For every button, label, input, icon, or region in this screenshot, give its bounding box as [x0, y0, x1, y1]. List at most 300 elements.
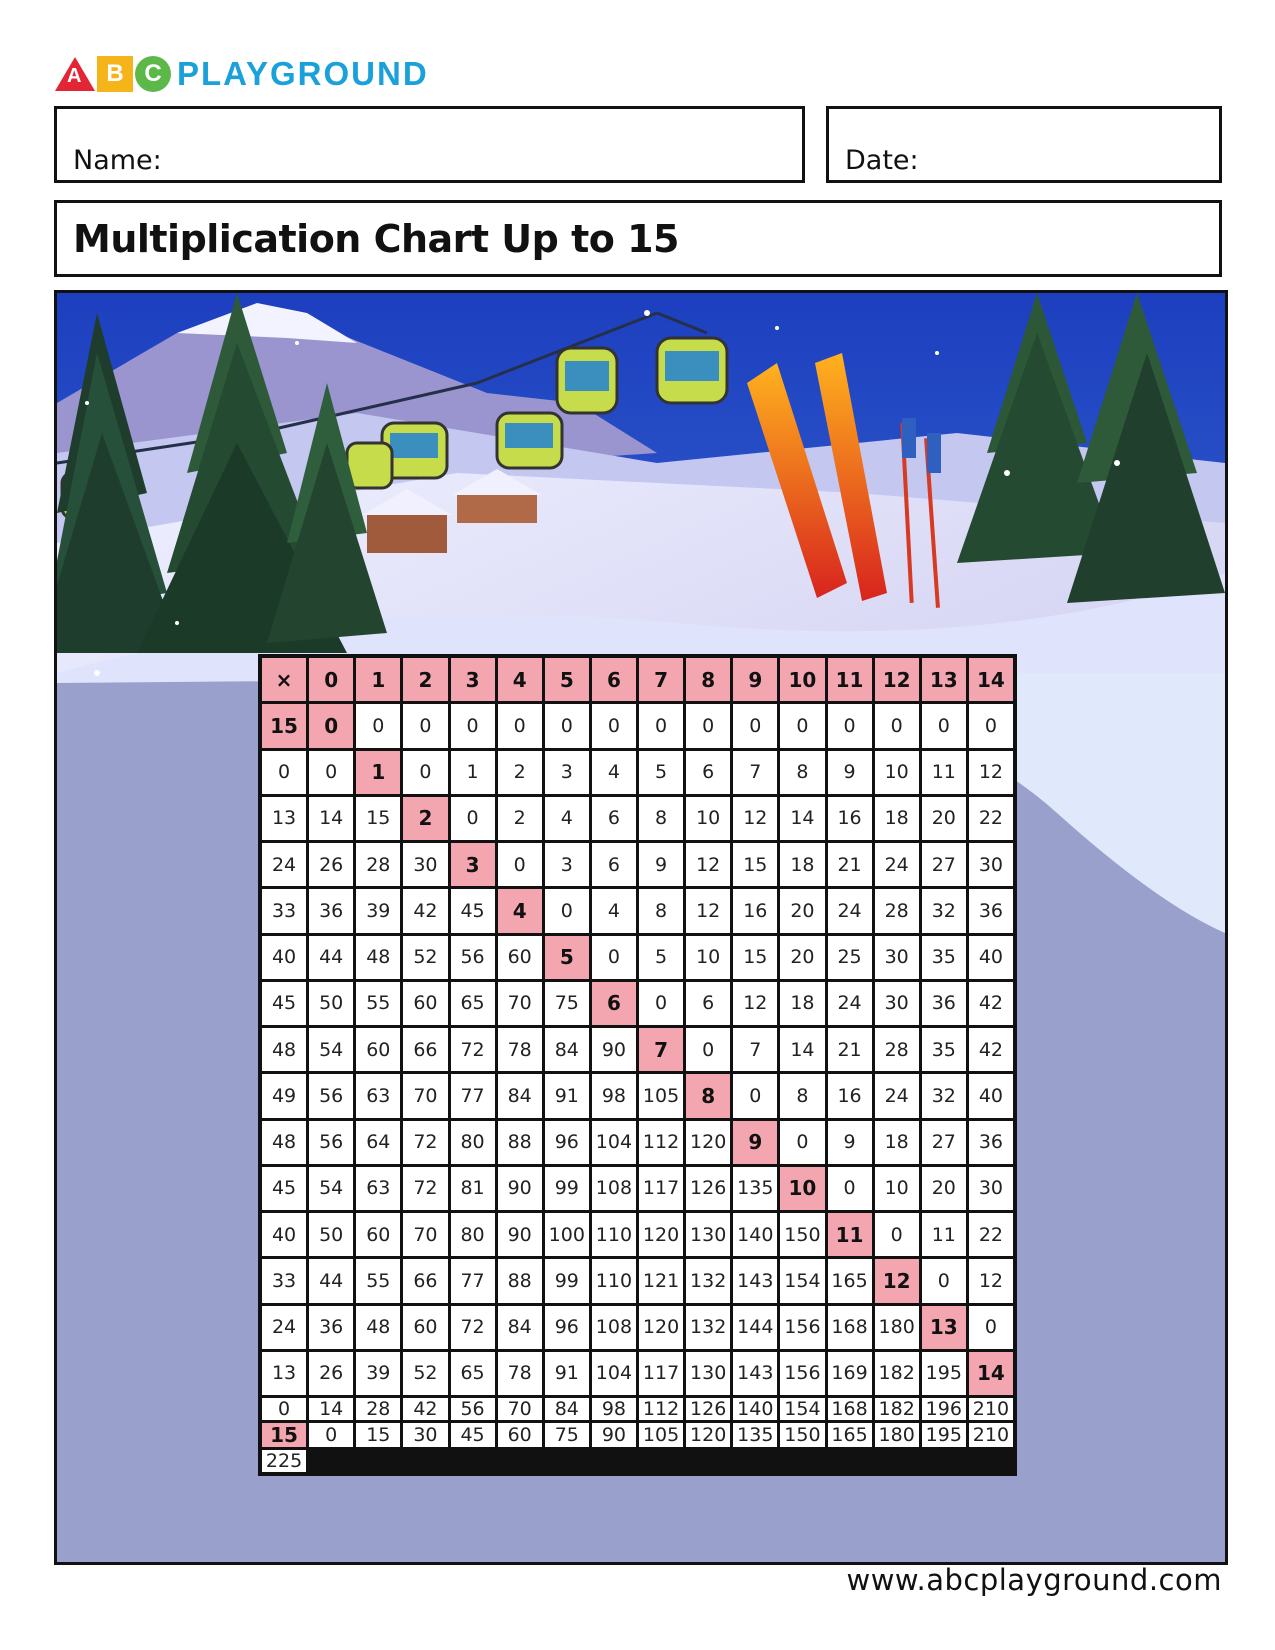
- product-cell: 64: [356, 1121, 400, 1164]
- product-cell: 33: [262, 889, 306, 932]
- product-cell: 12: [733, 982, 777, 1025]
- product-cell: 60: [498, 1423, 542, 1447]
- product-cell: 130: [686, 1352, 730, 1395]
- product-cell: 60: [356, 1213, 400, 1256]
- product-cell: 48: [356, 936, 400, 979]
- product-cell: 20: [922, 797, 966, 840]
- product-cell: 11: [922, 751, 966, 794]
- product-cell: 30: [403, 843, 447, 886]
- product-cell: 0: [451, 704, 495, 747]
- product-cell: 130: [686, 1213, 730, 1256]
- product-cell: 0: [686, 1028, 730, 1071]
- product-cell: 30: [403, 1423, 447, 1447]
- product-cell: 70: [403, 1074, 447, 1117]
- product-cell: 33: [262, 1259, 306, 1302]
- product-cell: 154: [780, 1259, 824, 1302]
- product-cell: 0: [733, 704, 777, 747]
- product-cell: 18: [875, 1121, 919, 1164]
- date-label: Date:: [845, 145, 919, 176]
- product-cell: 156: [780, 1306, 824, 1349]
- logo-letter-a: A: [67, 65, 82, 87]
- product-cell: 6: [592, 843, 636, 886]
- product-cell: 22: [969, 1213, 1013, 1256]
- product-cell: 182: [875, 1398, 919, 1420]
- product-cell: 0: [309, 1423, 353, 1447]
- product-cell: 135: [733, 1423, 777, 1447]
- row-header: 5: [545, 936, 589, 979]
- product-cell: 112: [639, 1398, 683, 1420]
- product-cell: 0: [639, 704, 683, 747]
- name-field[interactable]: [54, 106, 805, 183]
- product-cell: 110: [592, 1213, 636, 1256]
- column-header: 15: [262, 704, 306, 747]
- product-cell: 27: [922, 1121, 966, 1164]
- title-box: [54, 200, 1222, 277]
- product-cell: 24: [875, 843, 919, 886]
- column-header: 11: [828, 658, 872, 701]
- product-cell: 0: [780, 1121, 824, 1164]
- product-cell: 112: [639, 1121, 683, 1164]
- product-cell: 98: [592, 1074, 636, 1117]
- product-cell: 70: [498, 1398, 542, 1420]
- product-cell: 65: [451, 982, 495, 1025]
- product-cell: 9: [828, 1121, 872, 1164]
- product-cell: 56: [451, 936, 495, 979]
- logo-b-square: B: [97, 56, 133, 92]
- product-cell: 140: [733, 1213, 777, 1256]
- product-cell: 0: [922, 704, 966, 747]
- product-cell: 105: [639, 1074, 683, 1117]
- page-title: Multiplication Chart Up to 15: [73, 217, 679, 261]
- product-cell: 10: [875, 1167, 919, 1210]
- product-cell: 12: [686, 889, 730, 932]
- product-cell: 91: [545, 1352, 589, 1395]
- product-cell: 56: [309, 1074, 353, 1117]
- product-cell: 4: [592, 889, 636, 932]
- product-cell: 0: [309, 751, 353, 794]
- product-cell: 75: [545, 982, 589, 1025]
- product-cell: 28: [356, 1398, 400, 1420]
- product-cell: 6: [592, 797, 636, 840]
- product-cell: 21: [828, 843, 872, 886]
- product-cell: 45: [262, 982, 306, 1025]
- product-cell: 44: [309, 936, 353, 979]
- product-cell: 15: [356, 1423, 400, 1447]
- product-cell: 104: [592, 1121, 636, 1164]
- logo-c-circle: C: [135, 56, 171, 92]
- product-cell: 25: [828, 936, 872, 979]
- product-cell: 8: [780, 1074, 824, 1117]
- column-header: 9: [733, 658, 777, 701]
- product-cell: 13: [262, 1352, 306, 1395]
- product-cell: 18: [780, 982, 824, 1025]
- row-header: 0: [309, 704, 353, 747]
- product-cell: 28: [875, 1028, 919, 1071]
- product-cell: 63: [356, 1074, 400, 1117]
- product-cell: 26: [309, 843, 353, 886]
- product-cell: 6: [686, 982, 730, 1025]
- product-cell: 20: [780, 889, 824, 932]
- product-cell: 0: [780, 704, 824, 747]
- product-cell: 4: [592, 751, 636, 794]
- product-cell: 39: [356, 1352, 400, 1395]
- row-header: 2: [403, 797, 447, 840]
- product-cell: 42: [969, 1028, 1013, 1071]
- product-cell: 1: [451, 751, 495, 794]
- product-cell: 12: [686, 843, 730, 886]
- product-cell: 143: [733, 1352, 777, 1395]
- product-cell: 52: [403, 936, 447, 979]
- product-cell: 56: [309, 1121, 353, 1164]
- row-header: 3: [451, 843, 495, 886]
- product-cell: 39: [356, 889, 400, 932]
- product-cell: 15: [733, 843, 777, 886]
- product-cell: 40: [969, 1074, 1013, 1117]
- product-cell: 15: [356, 797, 400, 840]
- column-header: 6: [592, 658, 636, 701]
- product-cell: 81: [451, 1167, 495, 1210]
- product-cell: 30: [969, 843, 1013, 886]
- product-cell: 10: [686, 936, 730, 979]
- product-cell: 105: [639, 1423, 683, 1447]
- product-cell: 91: [545, 1074, 589, 1117]
- product-cell: 9: [639, 843, 683, 886]
- product-cell: 225: [262, 1450, 306, 1472]
- column-header: 12: [875, 658, 919, 701]
- row-header: 15: [262, 1423, 306, 1447]
- product-cell: 0: [875, 704, 919, 747]
- product-cell: 168: [828, 1398, 872, 1420]
- product-cell: 0: [592, 936, 636, 979]
- product-cell: 8: [639, 797, 683, 840]
- product-cell: 143: [733, 1259, 777, 1302]
- product-cell: 36: [922, 982, 966, 1025]
- product-cell: 8: [780, 751, 824, 794]
- product-cell: 88: [498, 1259, 542, 1302]
- product-cell: 24: [875, 1074, 919, 1117]
- row-header: 9: [733, 1121, 777, 1164]
- product-cell: 45: [262, 1167, 306, 1210]
- product-cell: 108: [592, 1167, 636, 1210]
- product-cell: 120: [686, 1423, 730, 1447]
- product-cell: 180: [875, 1306, 919, 1349]
- product-cell: 60: [498, 936, 542, 979]
- product-cell: 50: [309, 982, 353, 1025]
- column-header: 14: [969, 658, 1013, 701]
- column-header: 3: [451, 658, 495, 701]
- product-cell: 42: [403, 1398, 447, 1420]
- product-cell: 126: [686, 1398, 730, 1420]
- row-header: 13: [922, 1306, 966, 1349]
- product-cell: 120: [686, 1121, 730, 1164]
- footer-url[interactable]: www.abcplayground.com: [846, 1563, 1222, 1597]
- product-cell: 13: [262, 797, 306, 840]
- product-cell: 72: [403, 1121, 447, 1164]
- product-cell: 0: [356, 704, 400, 747]
- product-cell: 77: [451, 1074, 495, 1117]
- product-cell: 120: [639, 1306, 683, 1349]
- product-cell: 65: [451, 1352, 495, 1395]
- product-cell: 45: [451, 889, 495, 932]
- product-cell: 5: [639, 751, 683, 794]
- product-cell: 15: [733, 936, 777, 979]
- product-cell: 165: [828, 1259, 872, 1302]
- product-cell: 0: [828, 704, 872, 747]
- product-cell: 10: [686, 797, 730, 840]
- product-cell: 36: [309, 889, 353, 932]
- product-cell: 40: [262, 936, 306, 979]
- product-cell: 195: [922, 1423, 966, 1447]
- product-cell: 2: [498, 751, 542, 794]
- column-header: 2: [403, 658, 447, 701]
- product-cell: 156: [780, 1352, 824, 1395]
- product-cell: 55: [356, 1259, 400, 1302]
- product-cell: 42: [403, 889, 447, 932]
- product-cell: 77: [451, 1259, 495, 1302]
- product-cell: 75: [545, 1423, 589, 1447]
- product-cell: 78: [498, 1028, 542, 1071]
- product-cell: 90: [592, 1028, 636, 1071]
- product-cell: 80: [451, 1213, 495, 1256]
- product-cell: 36: [969, 889, 1013, 932]
- product-cell: 28: [356, 843, 400, 886]
- product-cell: 48: [262, 1121, 306, 1164]
- product-cell: 0: [639, 982, 683, 1025]
- product-cell: 20: [922, 1167, 966, 1210]
- product-cell: 150: [780, 1213, 824, 1256]
- column-header: 1: [356, 658, 400, 701]
- product-cell: 56: [451, 1398, 495, 1420]
- product-cell: 0: [545, 704, 589, 747]
- product-cell: 40: [969, 936, 1013, 979]
- product-cell: 78: [498, 1352, 542, 1395]
- name-label: Name:: [73, 145, 162, 176]
- column-header: 5: [545, 658, 589, 701]
- product-cell: 30: [969, 1167, 1013, 1210]
- product-cell: 36: [309, 1306, 353, 1349]
- date-field[interactable]: [826, 106, 1222, 183]
- product-cell: 54: [309, 1167, 353, 1210]
- product-cell: 44: [309, 1259, 353, 1302]
- row-header: 12: [875, 1259, 919, 1302]
- product-cell: 32: [922, 889, 966, 932]
- product-cell: 22: [969, 797, 1013, 840]
- product-cell: 72: [451, 1306, 495, 1349]
- product-cell: 96: [545, 1306, 589, 1349]
- product-cell: 54: [309, 1028, 353, 1071]
- column-header: 7: [639, 658, 683, 701]
- product-cell: 210: [969, 1398, 1013, 1420]
- product-cell: 196: [922, 1398, 966, 1420]
- product-cell: 35: [922, 1028, 966, 1071]
- product-cell: 45: [451, 1423, 495, 1447]
- product-cell: 4: [545, 797, 589, 840]
- product-cell: 126: [686, 1167, 730, 1210]
- product-cell: 60: [403, 982, 447, 1025]
- product-cell: 132: [686, 1259, 730, 1302]
- product-cell: 90: [498, 1167, 542, 1210]
- product-cell: 16: [828, 797, 872, 840]
- product-cell: 42: [969, 982, 1013, 1025]
- product-cell: 154: [780, 1398, 824, 1420]
- row-header: 11: [828, 1213, 872, 1256]
- product-cell: 169: [828, 1352, 872, 1395]
- row-header: 10: [780, 1167, 824, 1210]
- product-cell: 168: [828, 1306, 872, 1349]
- product-cell: 0: [451, 797, 495, 840]
- product-cell: 84: [498, 1074, 542, 1117]
- product-cell: 9: [828, 751, 872, 794]
- product-cell: 26: [309, 1352, 353, 1395]
- product-cell: 150: [780, 1423, 824, 1447]
- product-cell: 24: [828, 982, 872, 1025]
- product-cell: 70: [498, 982, 542, 1025]
- table-grid: [262, 658, 1013, 1472]
- product-cell: 24: [262, 843, 306, 886]
- product-cell: 0: [498, 843, 542, 886]
- product-cell: 165: [828, 1423, 872, 1447]
- column-header: 8: [686, 658, 730, 701]
- product-cell: 0: [262, 751, 306, 794]
- product-cell: 18: [875, 797, 919, 840]
- product-cell: 80: [451, 1121, 495, 1164]
- product-cell: 98: [592, 1398, 636, 1420]
- row-header: 8: [686, 1074, 730, 1117]
- row-header: 6: [592, 982, 636, 1025]
- column-header: 10: [780, 658, 824, 701]
- product-cell: 117: [639, 1167, 683, 1210]
- product-cell: 12: [733, 797, 777, 840]
- product-cell: 32: [922, 1074, 966, 1117]
- multiplication-table: [258, 654, 1017, 1476]
- product-cell: 84: [498, 1306, 542, 1349]
- column-header: 0: [309, 658, 353, 701]
- product-cell: 18: [780, 843, 824, 886]
- product-cell: 0: [403, 751, 447, 794]
- corner-times-symbol: ×: [262, 658, 306, 701]
- product-cell: 84: [545, 1398, 589, 1420]
- product-cell: 11: [922, 1213, 966, 1256]
- product-cell: 0: [922, 1259, 966, 1302]
- product-cell: 70: [403, 1213, 447, 1256]
- product-cell: 24: [262, 1306, 306, 1349]
- brand-logo: [55, 54, 429, 94]
- product-cell: 72: [403, 1167, 447, 1210]
- product-cell: 99: [545, 1167, 589, 1210]
- product-cell: 180: [875, 1423, 919, 1447]
- product-cell: 2: [498, 797, 542, 840]
- row-header: 1: [356, 751, 400, 794]
- product-cell: 0: [969, 1306, 1013, 1349]
- product-cell: 6: [686, 751, 730, 794]
- product-cell: 90: [592, 1423, 636, 1447]
- product-cell: 30: [875, 982, 919, 1025]
- product-cell: 35: [922, 936, 966, 979]
- product-cell: 55: [356, 982, 400, 1025]
- product-cell: 21: [828, 1028, 872, 1071]
- product-cell: 96: [545, 1121, 589, 1164]
- column-header: 4: [498, 658, 542, 701]
- product-cell: 0: [969, 704, 1013, 747]
- product-cell: 0: [545, 889, 589, 932]
- product-cell: 14: [780, 797, 824, 840]
- product-cell: 117: [639, 1352, 683, 1395]
- product-cell: 108: [592, 1306, 636, 1349]
- product-cell: 7: [733, 751, 777, 794]
- product-cell: 8: [639, 889, 683, 932]
- row-header: 14: [969, 1352, 1013, 1395]
- product-cell: 0: [828, 1167, 872, 1210]
- product-cell: 0: [686, 704, 730, 747]
- product-cell: 88: [498, 1121, 542, 1164]
- product-cell: 36: [969, 1121, 1013, 1164]
- product-cell: 5: [639, 936, 683, 979]
- product-cell: 40: [262, 1213, 306, 1256]
- product-cell: 66: [403, 1259, 447, 1302]
- product-cell: 0: [498, 704, 542, 747]
- product-cell: 110: [592, 1259, 636, 1302]
- product-cell: 16: [828, 1074, 872, 1117]
- product-cell: 14: [780, 1028, 824, 1071]
- product-cell: 3: [545, 751, 589, 794]
- product-cell: 12: [969, 751, 1013, 794]
- product-cell: 0: [403, 704, 447, 747]
- product-cell: 84: [545, 1028, 589, 1071]
- product-cell: 12: [969, 1259, 1013, 1302]
- product-cell: 3: [545, 843, 589, 886]
- product-cell: 121: [639, 1259, 683, 1302]
- product-cell: 144: [733, 1306, 777, 1349]
- product-cell: 120: [639, 1213, 683, 1256]
- product-cell: 20: [780, 936, 824, 979]
- product-cell: 104: [592, 1352, 636, 1395]
- row-header: 4: [498, 889, 542, 932]
- product-cell: 0: [733, 1074, 777, 1117]
- product-cell: 16: [733, 889, 777, 932]
- product-cell: 195: [922, 1352, 966, 1395]
- product-cell: 60: [356, 1028, 400, 1071]
- product-cell: 48: [356, 1306, 400, 1349]
- product-cell: 27: [922, 843, 966, 886]
- product-cell: 48: [262, 1028, 306, 1071]
- product-cell: 30: [875, 936, 919, 979]
- product-cell: 182: [875, 1352, 919, 1395]
- column-header: 13: [922, 658, 966, 701]
- product-cell: 90: [498, 1213, 542, 1256]
- product-cell: 28: [875, 889, 919, 932]
- product-cell: 50: [309, 1213, 353, 1256]
- product-cell: 10: [875, 751, 919, 794]
- product-cell: 0: [262, 1398, 306, 1420]
- product-cell: 66: [403, 1028, 447, 1071]
- product-cell: 7: [733, 1028, 777, 1071]
- product-cell: 49: [262, 1074, 306, 1117]
- row-header: 7: [639, 1028, 683, 1071]
- product-cell: 14: [309, 1398, 353, 1420]
- logo-a-triangle: [55, 57, 95, 91]
- product-cell: 72: [451, 1028, 495, 1071]
- product-cell: 14: [309, 797, 353, 840]
- product-cell: 52: [403, 1352, 447, 1395]
- product-cell: 99: [545, 1259, 589, 1302]
- logo-wordmark: PLAYGROUND: [177, 55, 429, 92]
- product-cell: 100: [545, 1213, 589, 1256]
- product-cell: 0: [592, 704, 636, 747]
- product-cell: 63: [356, 1167, 400, 1210]
- product-cell: 140: [733, 1398, 777, 1420]
- product-cell: 132: [686, 1306, 730, 1349]
- product-cell: 60: [403, 1306, 447, 1349]
